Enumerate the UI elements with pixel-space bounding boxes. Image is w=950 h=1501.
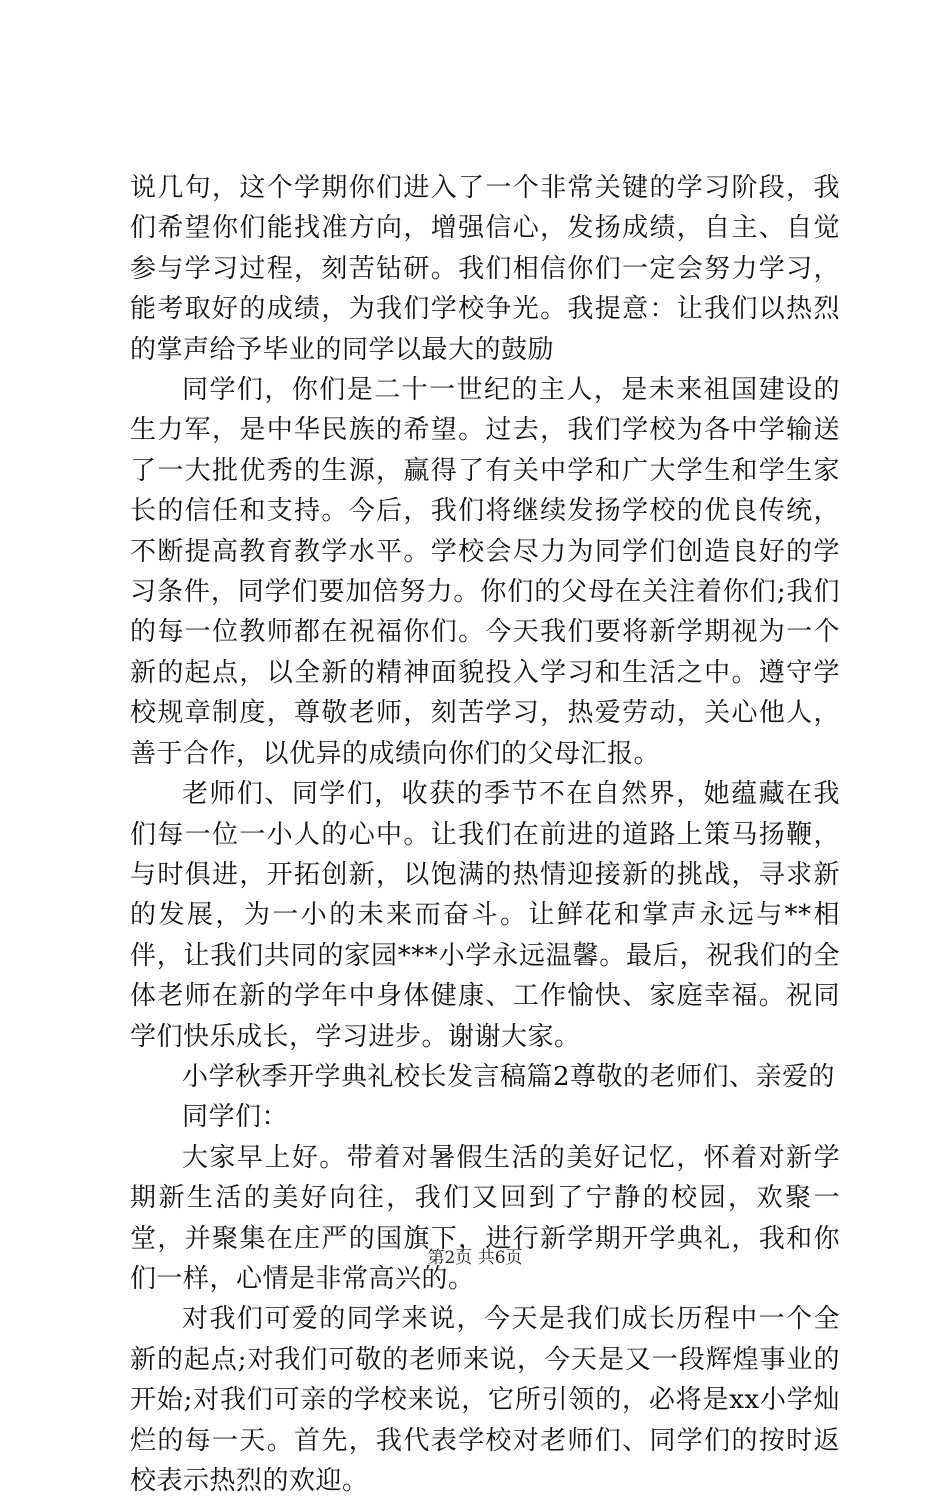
paragraph-1: 说几句，这个学期你们进入了一个非常关键的学习阶段，我们希望你们能找准方向，增强信心，发扬成绩，自主、自觉参与学习过程，刻苦钻研。我们相信你们一定会努力学习，能考取好的成绩，为我们学校争光。我提意：让我们以热烈的掌声给予毕业的同学以最大的鼓励 [130, 173, 840, 365]
paragraph-4: 大家早上好。带着对暑假生活的美好记忆，怀着对新学期新生活的美好向往，我们又回到了宁静的校园，欢聚一堂，并聚集在庄严的国旗下，进行新学期开学典礼，我和你们一样，心情是非常高兴的。 [130, 1142, 840, 1294]
section-heading-line-2: 同学们： [182, 1102, 289, 1133]
paragraph-3: 老师们、同学们，收获的季节不在自然界，她蕴藏在我们每一位一小人的心中。让我们在前进的道路上策马扬鞭，与时俱进，开拓创新，以饱满的热情迎接新的挑战，寻求新的发展，为一小的未来而奋斗。让鲜花和掌声永远与**相伴，让我们共同的家园***小学永远温馨。最后，祝我们的全体老师在新的学年中身体健康、工作愉快、家庭幸福。祝同学们快乐成长，学习进步。谢谢大家。 [130, 779, 840, 1052]
page-footer: 第2页 共6页 [427, 1248, 523, 1268]
section-heading-line-1: 小学秋季开学典礼校长发言稿篇2尊敬的老师们、亲爱的 [182, 1061, 836, 1092]
paragraph-2: 同学们，你们是二十一世纪的主人，是未来祖国建设的生力军，是中华民族的希望。过去，我们学校为各中学输送了一大批优秀的生源，赢得了有关中学和广大学生和学生家长的信任和支持。今后，我们将继续发扬学校的优良传统，不断提高教育教学水平。学校会尽力为同学们创造良好的学习条件，同学们要加倍努力。你们的父母在关注着你们;我们的每一位教师都在祝福你们。今天我们要将新学期视为一个新的起点，以全新的精神面貌投入学习和生活之中。遵守学校规章制度，尊敬老师，刻苦学习，热爱劳动，关心他人，善于合作，以优异的成绩向你们的父母汇报。 [130, 375, 840, 769]
document-body [130, 168, 840, 1501]
paragraph-5: 对我们可爱的同学来说，今天是我们成长历程中一个全新的起点;对我们可敬的老师来说，今天是又一段辉煌事业的开始;对我们可亲的学校来说，它所引领的，必将是xx小学灿烂的每一天。首先，我代表学校对老师们、同学们的按时返校表示热烈的欢迎。 [130, 1304, 840, 1496]
